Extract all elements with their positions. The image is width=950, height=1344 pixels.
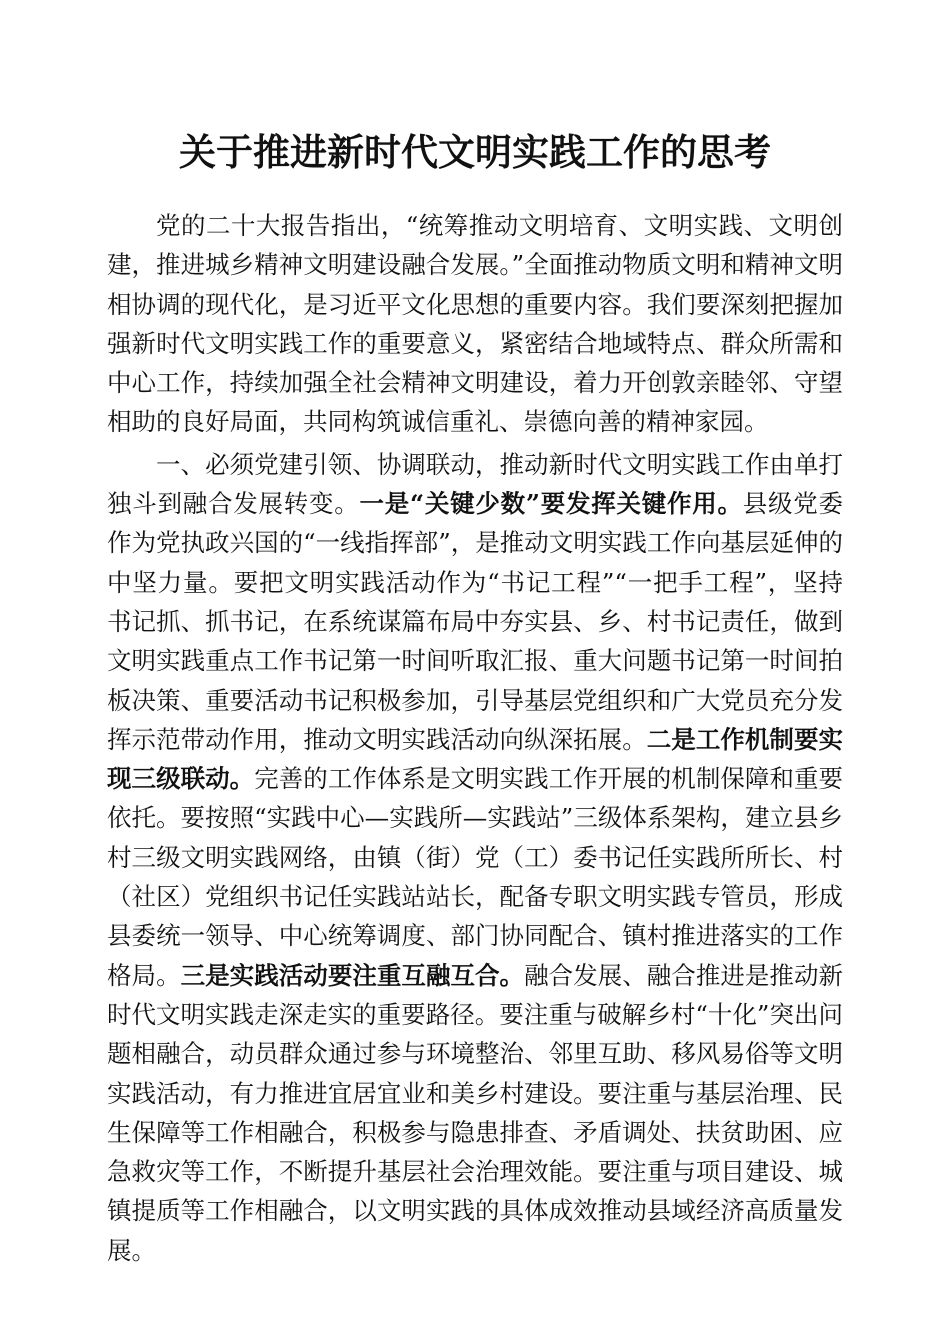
point-three-heading: 三是实践活动要注重互融互合。 <box>180 960 525 990</box>
document-body <box>107 206 843 1273</box>
point-one-heading: 一是“关键少数”要发挥关键作用。 <box>359 489 743 519</box>
section-heading: 一、必须党建引领、协调联动，推动新时代文明实践工作由单打独斗到融合发展转变。 <box>107 449 843 519</box>
point-three-text: 融合发展、融合推进是推动新时代文明实践走深走实的重要路径。要注重与破解乡村“十化”突出问题相融合，动员群众通过参与环境整治、邻里互助、移风易俗等文明实践活动，有力推进宜居宜业和美乡村建设。要注重与基层治理、民生保障等工作相融合，积极参与隐患排查、矛盾调处、扶贫助困、应急救灾等工作，不断提升基层社会治理效能。要注重与项目建设、城镇提质等工作相融合，以文明实践的具体成效推动县域经济高质量发展。 <box>107 960 844 1265</box>
paragraph-section-one <box>107 445 843 1270</box>
point-two-text: 完善的工作体系是文明实践工作开展的机制保障和重要依托。要按照“实践中心—实践所—实践站”三级体系架构，建立县乡村三级文明实践网络，由镇（街）党（工）委书记任实践所所长、村（社区）党组织书记任实践站站长，配备专职文明实践专管员，形成县委统一领导、中心统筹调度、部门协同配合、镇村推进落实的工作格局。 <box>107 764 844 990</box>
point-one-text: 县级党委作为党执政兴国的“一线指挥部”，是推动文明实践工作向基层延伸的中坚力量。要把文明实践活动作为“书记工程”“一把手工程”，坚持书记抓、抓书记，在系统谋篇布局中夯实县、乡、村书记责任，做到文明实践重点工作书记第一时间听取汇报、重大问题书记第一时间拍板决策、重要活动书记积极参加，引导基层党组织和广大党员充分发挥示范带动作用，推动文明实践活动向纵深拓展。 <box>107 489 844 754</box>
point-two-heading: 二是工作机制要实现三级联动。 <box>107 724 844 794</box>
document-title: 关于推进新时代文明实践工作的思考 <box>179 131 771 174</box>
paragraph-intro: 党的二十大报告指出，“统筹推动文明培育、文明实践、文明创建，推进城乡精神文明建设融合发展。”全面推动物质文明和精神文明相协调的现代化，是习近平文化思想的重要内容。我们要深刻把握加强新时代文明实践工作的重要意义，紧密结合地域特点、群众所需和中心工作，持续加强全社会精神文明建设，着力开创敦亲睦邻、守望相助的良好局面，共同构筑诚信重礼、崇德向善的精神家园。 <box>107 211 843 437</box>
